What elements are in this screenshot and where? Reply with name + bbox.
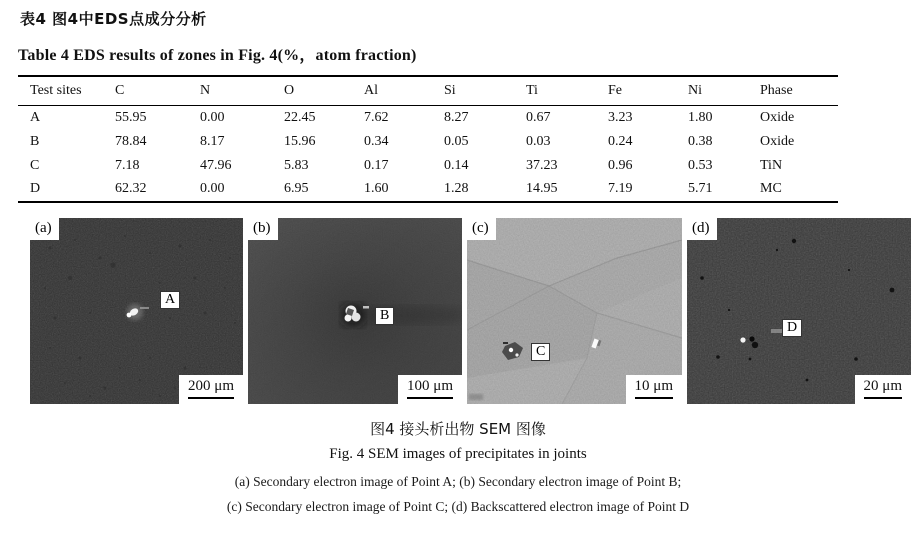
cell-phase: Oxide (760, 109, 795, 125)
table-row: D 62.32 0.00 6.95 1.60 1.28 14.95 7.19 5.71 MC (18, 178, 838, 202)
col-header-ti: Ti (514, 76, 596, 106)
col-header-ni: Ni (676, 76, 748, 106)
col-header-c: C (103, 76, 188, 106)
col-header-al: Al (352, 76, 432, 106)
scale-bar-c (626, 375, 682, 404)
panel-label-d: (d) (687, 218, 717, 240)
scale-text-b: 100 μm (407, 377, 453, 394)
panel-label-c: (c) (467, 218, 496, 240)
scale-text-a: 200 μm (188, 377, 234, 394)
cell-site: A (30, 109, 41, 125)
cell-site: C (30, 157, 40, 173)
scale-line-a (188, 397, 234, 399)
point-label-a: A (160, 291, 180, 309)
cell-phase: Oxide (760, 133, 795, 149)
sem-figure-strip (30, 218, 908, 405)
sem-panel-b (248, 218, 462, 404)
scale-line-d (864, 397, 902, 399)
col-header-si: Si (432, 76, 514, 106)
table-row: B 78.84 8.17 15.96 0.34 0.05 0.03 0.24 0.38 Oxide (18, 130, 838, 154)
figure-caption-zh: 图4 接头析出物 SEM 图像 (370, 419, 546, 438)
scale-bar-a (179, 375, 243, 404)
sem-panel-d (687, 218, 911, 404)
table-header-row (18, 76, 838, 106)
point-label-c: C (531, 343, 550, 361)
table-row: C 7.18 47.96 5.83 0.17 0.14 37.23 0.96 0.53 TiN (18, 154, 838, 178)
point-label-d: D (782, 319, 802, 337)
figure-caption-en: Fig. 4 SEM images of precipitates in joints (329, 445, 587, 462)
figure-caption-sub-cd: (c) Secondary electron image of Point C; (d) Backscattered electron image of Point D (226, 498, 690, 514)
scale-text-c: 10 μm (634, 377, 673, 394)
cell-phase: TiN (760, 157, 783, 173)
table-title-zh: 表4 图4中EDS点成分分析 (20, 10, 207, 28)
cell-phase: MC (760, 181, 782, 196)
col-header-test-sites: Test sites (18, 76, 103, 106)
scale-bar-b (398, 375, 462, 404)
col-header-n: N (188, 76, 272, 106)
col-header-o: O (272, 76, 352, 106)
scale-bar-d (855, 375, 911, 404)
table-row: A 55.95 0.00 22.45 7.62 8.27 0.67 3.23 1.80 Oxide (18, 106, 838, 130)
figure-caption-sub-ab: (a) Secondary electron image of Point A; (b) Secondary electron image of Point B; (234, 473, 682, 489)
col-header-phase: Phase (748, 76, 838, 106)
panel-label-b: (b) (248, 218, 278, 240)
table-title-en: Table 4 EDS results of zones in Fig. 4(%，atom fraction) (18, 47, 417, 64)
corner-smudge (469, 394, 483, 400)
panel-label-a: (a) (30, 218, 59, 240)
scale-text-d: 20 μm (863, 377, 902, 394)
sem-panel-a (30, 218, 243, 404)
eds-results-table (18, 75, 838, 203)
point-label-b: B (375, 307, 394, 325)
cell-site: D (30, 181, 41, 196)
col-header-fe: Fe (596, 76, 676, 106)
sem-panel-c (467, 218, 682, 404)
scale-line-c (635, 397, 673, 399)
cell-site: B (30, 133, 40, 149)
scale-line-b (407, 397, 453, 399)
